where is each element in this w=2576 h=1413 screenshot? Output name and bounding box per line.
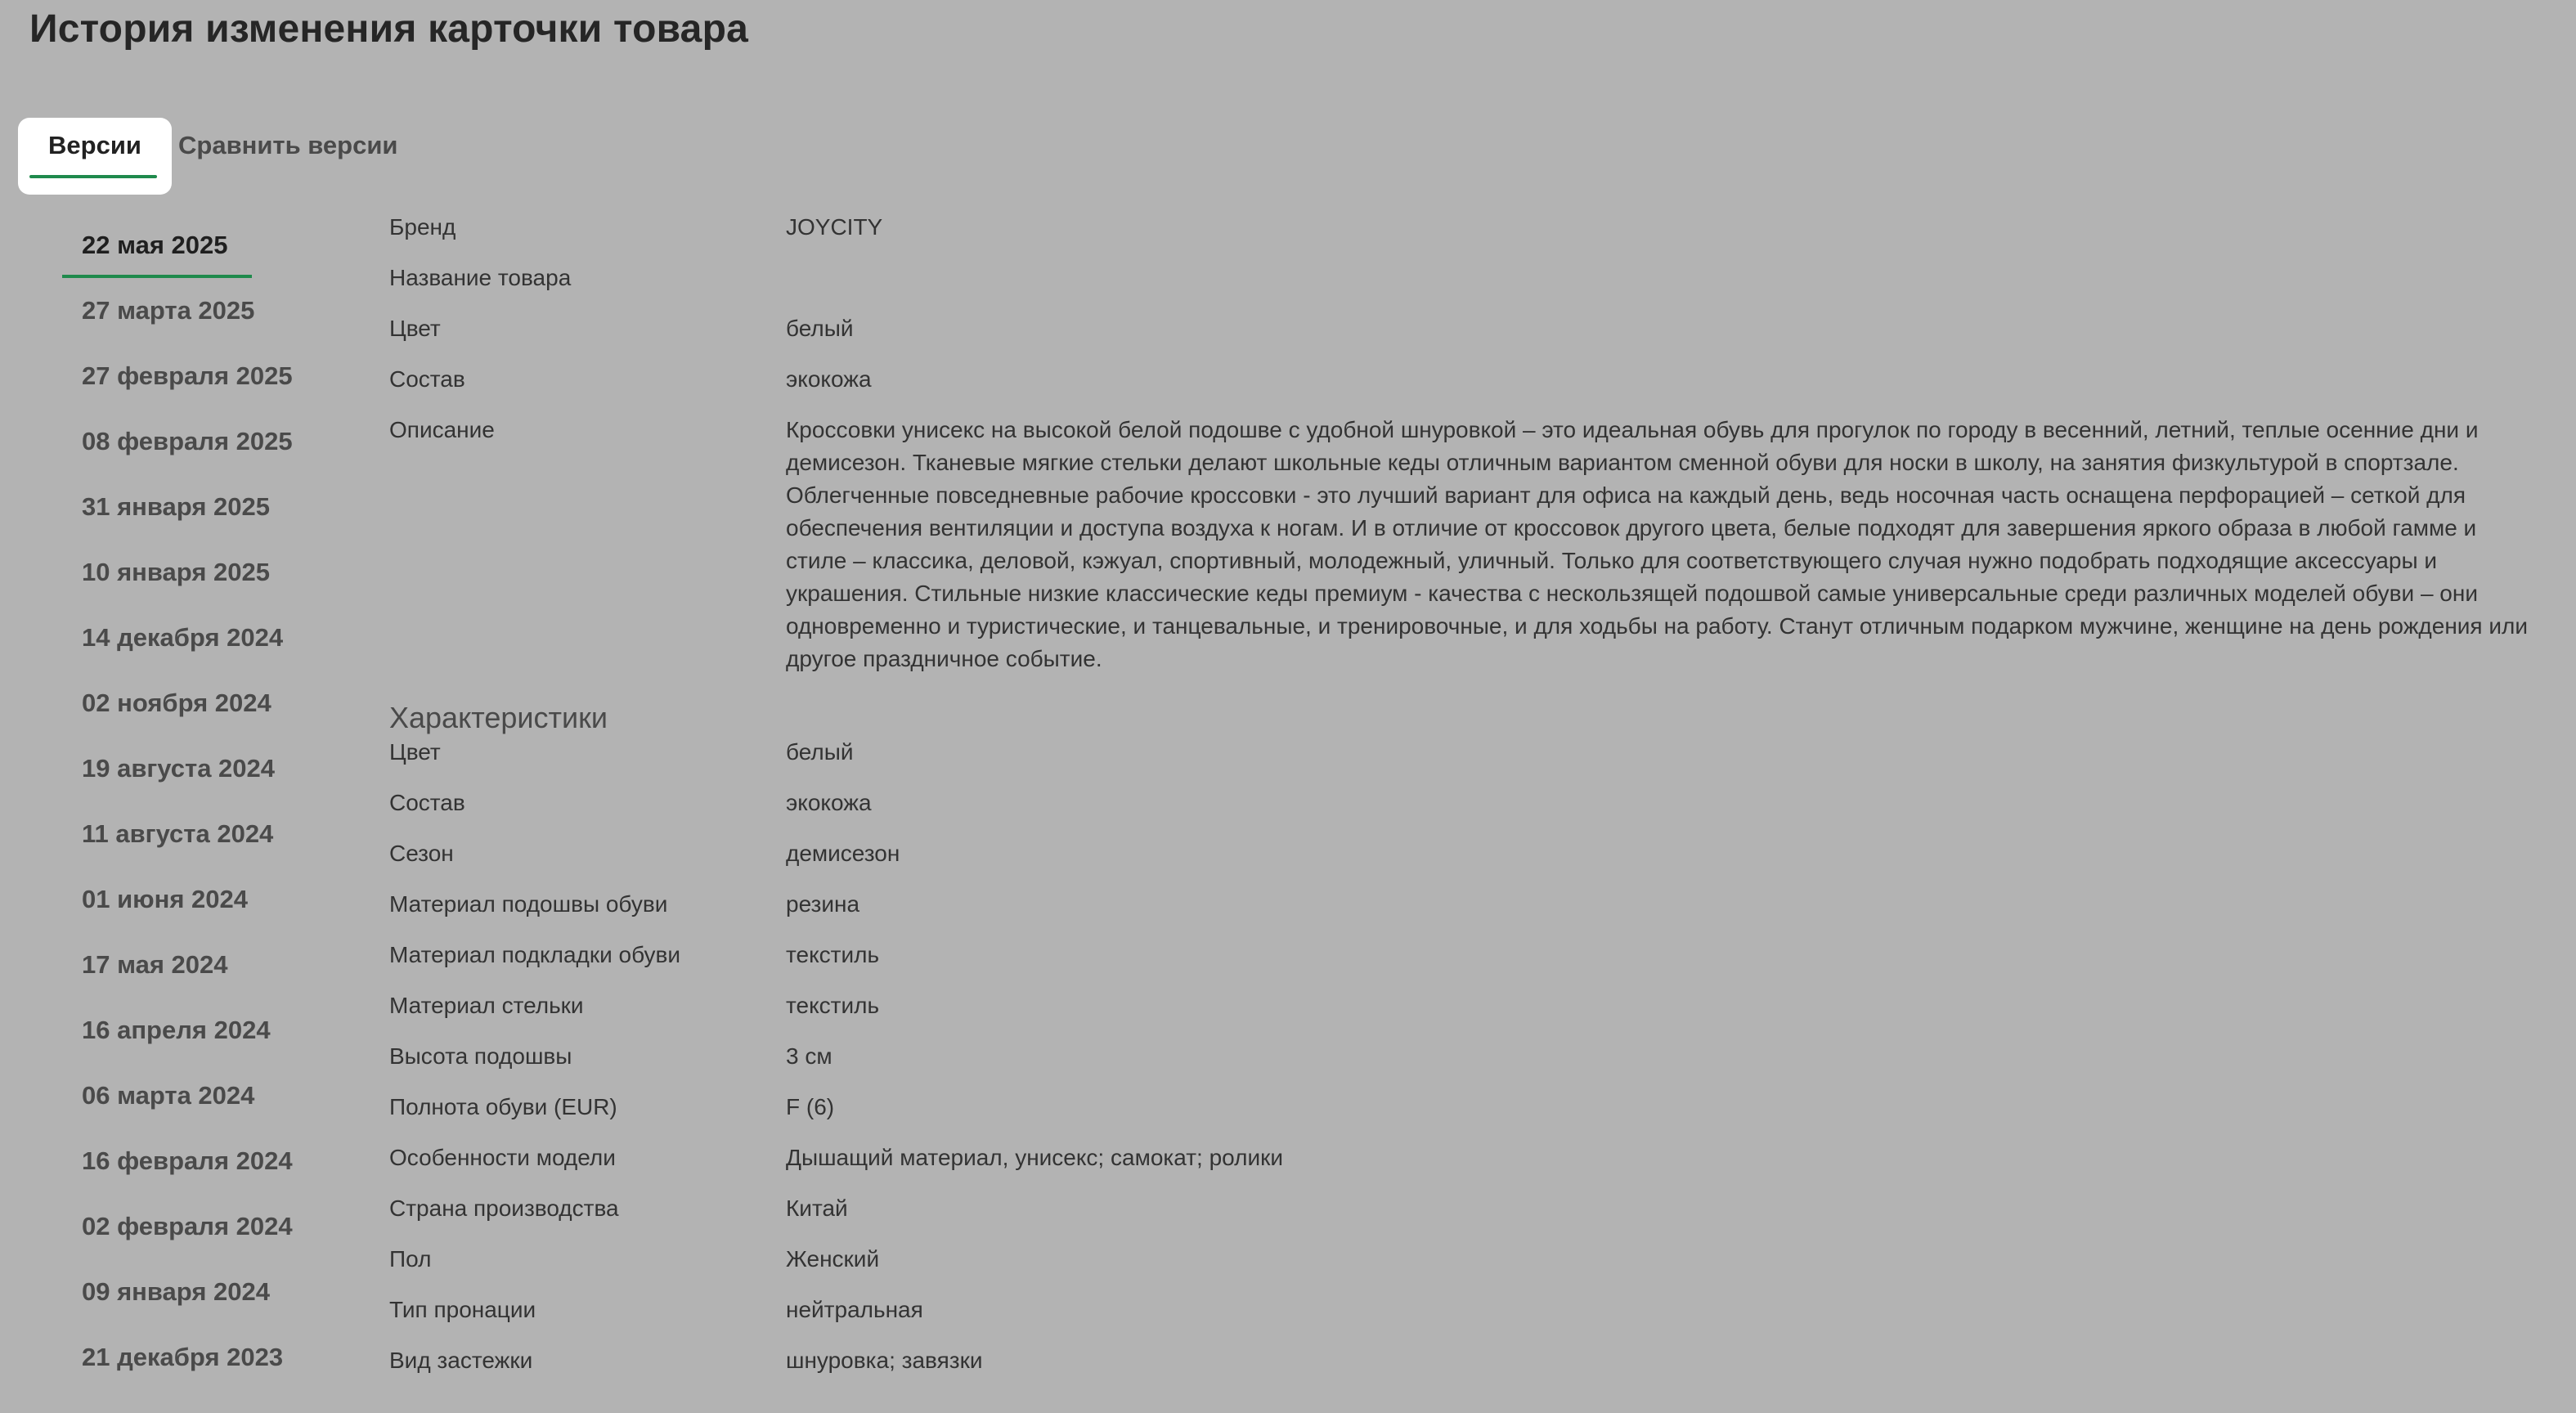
version-item[interactable]: 27 февраля 2025: [82, 361, 293, 390]
characteristic-name: Материал подошвы обуви: [389, 891, 668, 917]
characteristic-row: [389, 1192, 2532, 1225]
version-item[interactable]: 16 февраля 2024: [82, 1146, 293, 1175]
property-name: Название товара: [389, 265, 572, 290]
version-item[interactable]: 22 мая 2025: [62, 213, 324, 278]
property-value: JOYCITY: [786, 214, 883, 240]
characteristic-name: Цвет: [389, 739, 441, 765]
version-list: [62, 213, 324, 1390]
characteristic-row: [389, 939, 2532, 971]
characteristic-value: Китай: [786, 1195, 848, 1221]
version-item[interactable]: 01 июня 2024: [82, 885, 249, 913]
characteristic-name: Материал стельки: [389, 993, 584, 1018]
characteristic-value: текстиль: [786, 993, 880, 1018]
characteristic-name: Тип пронации: [389, 1297, 536, 1322]
version-item[interactable]: 06 марта 2024: [82, 1081, 255, 1110]
characteristic-value: резина: [786, 891, 860, 917]
tab-compare-versions[interactable]: [178, 118, 397, 161]
characteristic-name: Полнота обуви (EUR): [389, 1094, 617, 1119]
characteristic-row: [389, 1142, 2532, 1174]
version-item[interactable]: 02 февраля 2024: [82, 1212, 293, 1240]
property-name: Цвет: [389, 316, 441, 341]
characteristic-value: 3 см: [786, 1043, 832, 1069]
characteristic-value: F (6): [786, 1094, 835, 1119]
characteristic-name: Вид застежки: [389, 1348, 533, 1373]
characteristic-value: текстиль: [786, 942, 880, 967]
property-row: [389, 363, 2532, 396]
characteristic-row: [389, 1091, 2532, 1124]
characteristic-value: нейтральная: [786, 1297, 923, 1322]
characteristic-value: демисезон: [786, 841, 900, 866]
version-item[interactable]: 09 января 2024: [82, 1277, 270, 1306]
version-item[interactable]: 08 февраля 2025: [82, 427, 293, 455]
description-row: [389, 414, 2532, 675]
version-item[interactable]: 19 августа 2024: [82, 754, 276, 783]
tab-compare-versions-label: Сравнить версии: [178, 131, 398, 159]
version-item[interactable]: 31 января 2025: [82, 492, 270, 521]
version-item[interactable]: 10 января 2025: [82, 558, 270, 586]
characteristic-value: шнуровка; завязки: [786, 1348, 983, 1373]
characteristic-row: [389, 1040, 2532, 1073]
characteristic-row: [389, 989, 2532, 1022]
property-value: [786, 262, 2532, 294]
characteristic-row: [389, 1294, 2532, 1326]
property-value: экокожа: [786, 366, 872, 392]
characteristic-name: Страна производства: [389, 1195, 619, 1221]
property-name: Описание: [389, 417, 495, 442]
characteristic-value: Женский: [786, 1246, 880, 1272]
tab-versions[interactable]: [18, 118, 172, 195]
version-item[interactable]: 17 мая 2024: [82, 950, 228, 979]
version-item[interactable]: 14 декабря 2024: [82, 623, 284, 652]
characteristic-name: Особенности модели: [389, 1145, 616, 1170]
characteristic-row: [389, 1344, 2532, 1377]
property-value: белый: [786, 316, 854, 341]
characteristic-value: экокожа: [786, 790, 872, 815]
version-item[interactable]: 21 декабря 2023: [82, 1343, 284, 1371]
characteristic-name: Пол: [389, 1246, 432, 1272]
characteristic-row: [389, 787, 2532, 819]
active-tab-indicator: [29, 175, 157, 178]
product-properties: [389, 211, 2532, 1377]
characteristic-row: [389, 837, 2532, 870]
property-name: Состав: [389, 366, 465, 392]
characteristic-name: Сезон: [389, 841, 454, 866]
property-row: [389, 312, 2532, 345]
characteristic-row: [389, 1243, 2532, 1276]
tab-versions-label: Версии: [48, 131, 141, 159]
characteristic-row: [389, 736, 2532, 769]
version-item[interactable]: 16 апреля 2024: [82, 1016, 271, 1044]
version-item[interactable]: 02 ноября 2024: [82, 689, 272, 717]
characteristic-row: [389, 888, 2532, 921]
characteristic-value: Дышащий материал, унисекс; самокат; ролики: [786, 1145, 1283, 1170]
characteristics-heading: Характеристики: [389, 701, 608, 734]
page-title: История изменения карточки товара: [29, 7, 748, 51]
description-text: Кроссовки унисекс на высокой белой подошве с удобной шнуровкой – это идеальная обувь для прогулок по городу в весенний, летний, теплые осенние дни и демисезон. Тканевые мягкие стельки делают школьные кеды отличным вариантом сменной обуви для носки в школу, на занятия физкультурой в спортзале. Облегченные повседневные рабочие кроссовки - это лучший вариант для офиса на каждый день, ведь носочная часть оснащена перфорацией – сеткой для обеспечения вентиляции и доступа воздуха к ногам. И в отличие от кроссовок другого цвета, белые подходят для завершения яркого образа в любой гамме и стиле – классика, деловой, кэжуал, спортивный, молодежный, уличный. Только для соответствующего случая нужно подобрать подходящие аксессуары и украшения. Стильные низкие классические кеды премиум - качества с нескользящей подошвой самые универсальные среди различных моделей обуви – они одновременно и туристические, и танцевальные, и тренировочные, и для ходьбы на работу. Станут отличным подарком мужчине, женщине на день рождения или другое праздничное событие.: [786, 417, 2528, 671]
characteristic-name: Материал подкладки обуви: [389, 942, 681, 967]
property-row: [389, 262, 2532, 294]
tab-bar: [18, 118, 397, 195]
version-item[interactable]: 11 августа 2024: [82, 819, 274, 848]
characteristic-value: белый: [786, 739, 854, 765]
characteristic-name: Состав: [389, 790, 465, 815]
characteristic-name: Высота подошвы: [389, 1043, 572, 1069]
property-row: [389, 211, 2532, 244]
version-item[interactable]: 27 марта 2025: [82, 296, 255, 325]
property-name: Бренд: [389, 214, 456, 240]
